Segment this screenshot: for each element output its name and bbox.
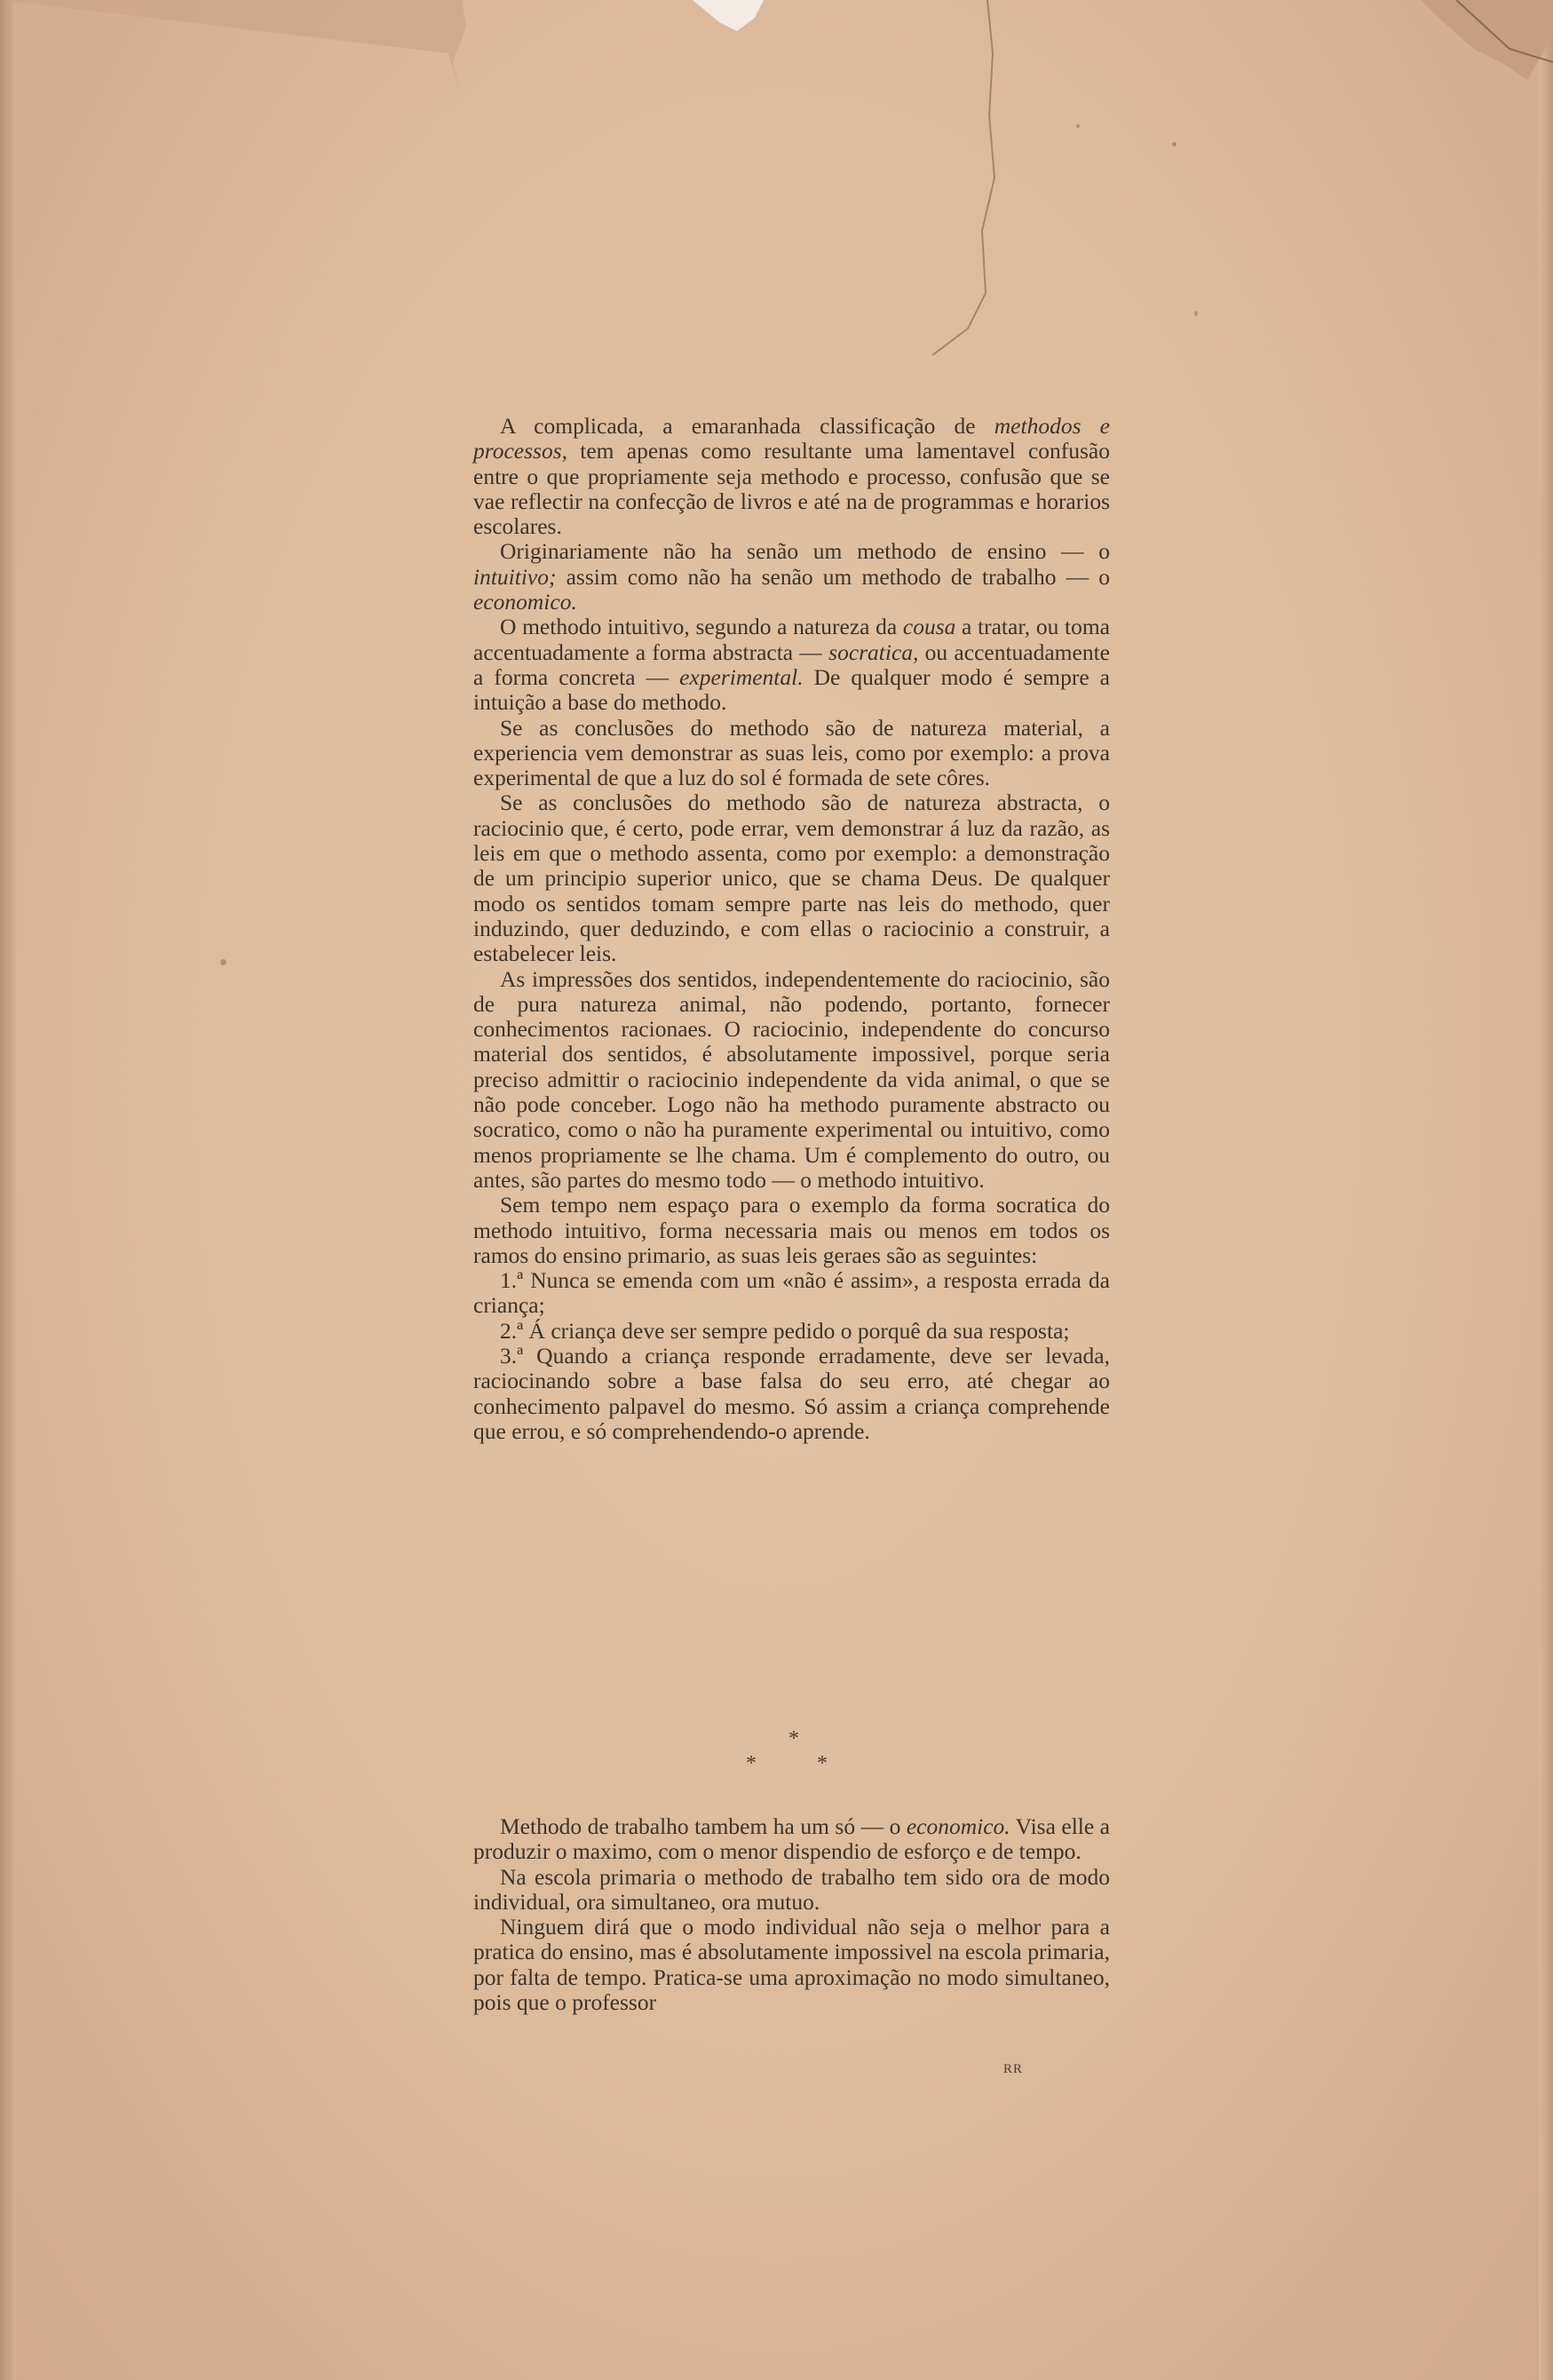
paragraph: O methodo intuitivo, segundo a natureza da cousa a tratar, ou toma accentuadamente a forma abstracta — socratica, ou accentuadamente a forma concreta — experimental. De qualquer modo é sempre a intuição a base do methodo. <box>473 614 1110 716</box>
paragraph: As impressões dos sentidos, independentemente do raciocinio, são de pura natureza animal, não podendo, portanto, fornecer conhecimentos racionaes. O raciocinio, independente do concurso material dos sentidos, é absolutamente impossivel, porque seria preciso admittir o raciocinio independente da vida animal, o que se não pode conceber. Logo não ha methodo puramente abstracto ou socratico, como o não ha puramente experimental ou intuitivo, como menos propriamente se lhe chama. Um é complemento do outro, ou antes, são partes do mesmo todo — o methodo intuitivo. <box>473 965 1110 1193</box>
foxing-spot <box>220 959 226 965</box>
paragraph: Originariamente não ha senão um methodo de ensino — o intuitivo; assim como não ha senão um methodo de trabalho — o economico. <box>473 538 1110 615</box>
paragraph: Na escola primaria o methodo de trabalho tem sido ora de modo individual, ora simultaneo, ora mutuo. <box>473 1863 1110 1915</box>
paragraph: 3.ª Quando a criança responde erradamente, deve ser levada, raciocinando sobre a base falsa do seu erro, até chegar ao conhecimento palpavel do mesmo. Só assim a criança comprehende que errou, e só comprehendendo-o aprende. <box>473 1342 1110 1444</box>
paragraph: Sem tempo nem espaço para o exemplo da forma socratica do methodo intuitivo, forma necessaria mais ou menos em todos os ramos do ensino primario, as suas leis geraes são as seguintes: <box>473 1192 1110 1268</box>
body-text-section-2 <box>473 1814 1110 2015</box>
paragraph: Se as conclusões do methodo são de natureza abstracta, o raciocinio que, é certo, pode errar, vem demonstrar á luz da razão, as leis em que o methodo assenta, como por exemplo: a demonstração de um principio superior unico, que se chama Deus. De qualquer modo os sentidos tomam sempre parte nas leis do methodo, quer induzindo, quer deduzindo, e com ellas o raciocinio a construir, a estabelecer leis. <box>473 789 1110 967</box>
paper-crack <box>897 0 1003 373</box>
paragraph: 1.ª Nunca se emenda com um «não é assim», a resposta errada da criança; <box>473 1267 1110 1319</box>
paragraph: 2.ª Á criança deve ser sempre pedido o porquê da sua resposta; <box>500 1317 1070 1344</box>
foxing-spot <box>1172 142 1177 147</box>
paragraph: A complicada, a emaranhada classificação de methodos e processos, tem apenas como resultante uma lamentavel confusão entre o que propriamente seja methodo e processo, confusão que se vae reflectir na confecção de livros e até na de programmas e horarios escolares. <box>473 413 1110 540</box>
signature-initials: RR <box>1003 2062 1024 2076</box>
right-page-edge <box>1539 0 1553 2380</box>
foxing-spot <box>1194 311 1198 316</box>
foxing-spot <box>1076 124 1080 128</box>
asterism-divider <box>710 1727 835 1781</box>
paragraph: Ninguem dirá que o modo individual não seja o melhor para a pratica do ensino, mas é absolutamente impossivel na escola primaria, por falta de tempo. Pratica-se uma aproximação no modo simultaneo, pois que o professor <box>473 1914 1110 2016</box>
asterism-star-right: * <box>817 1752 828 1775</box>
body-text-section-1 <box>473 414 1110 1444</box>
asterism-star-left: * <box>746 1752 757 1775</box>
paragraph: Se as conclusões do methodo são de natureza material, a experiencia vem demonstrar as suas leis, como por exemplo: a prova experimental de que a luz do sol é formada de sete côres. <box>473 714 1110 791</box>
paragraph: Methodo de trabalho tambem ha um só — o economico. Visa elle a produzir o maximo, com o menor dispendio de esforço e de tempo. <box>473 1813 1110 1865</box>
left-page-edge <box>0 0 16 2380</box>
torn-top-edge <box>0 0 1553 98</box>
asterism-star-top: * <box>788 1727 799 1750</box>
